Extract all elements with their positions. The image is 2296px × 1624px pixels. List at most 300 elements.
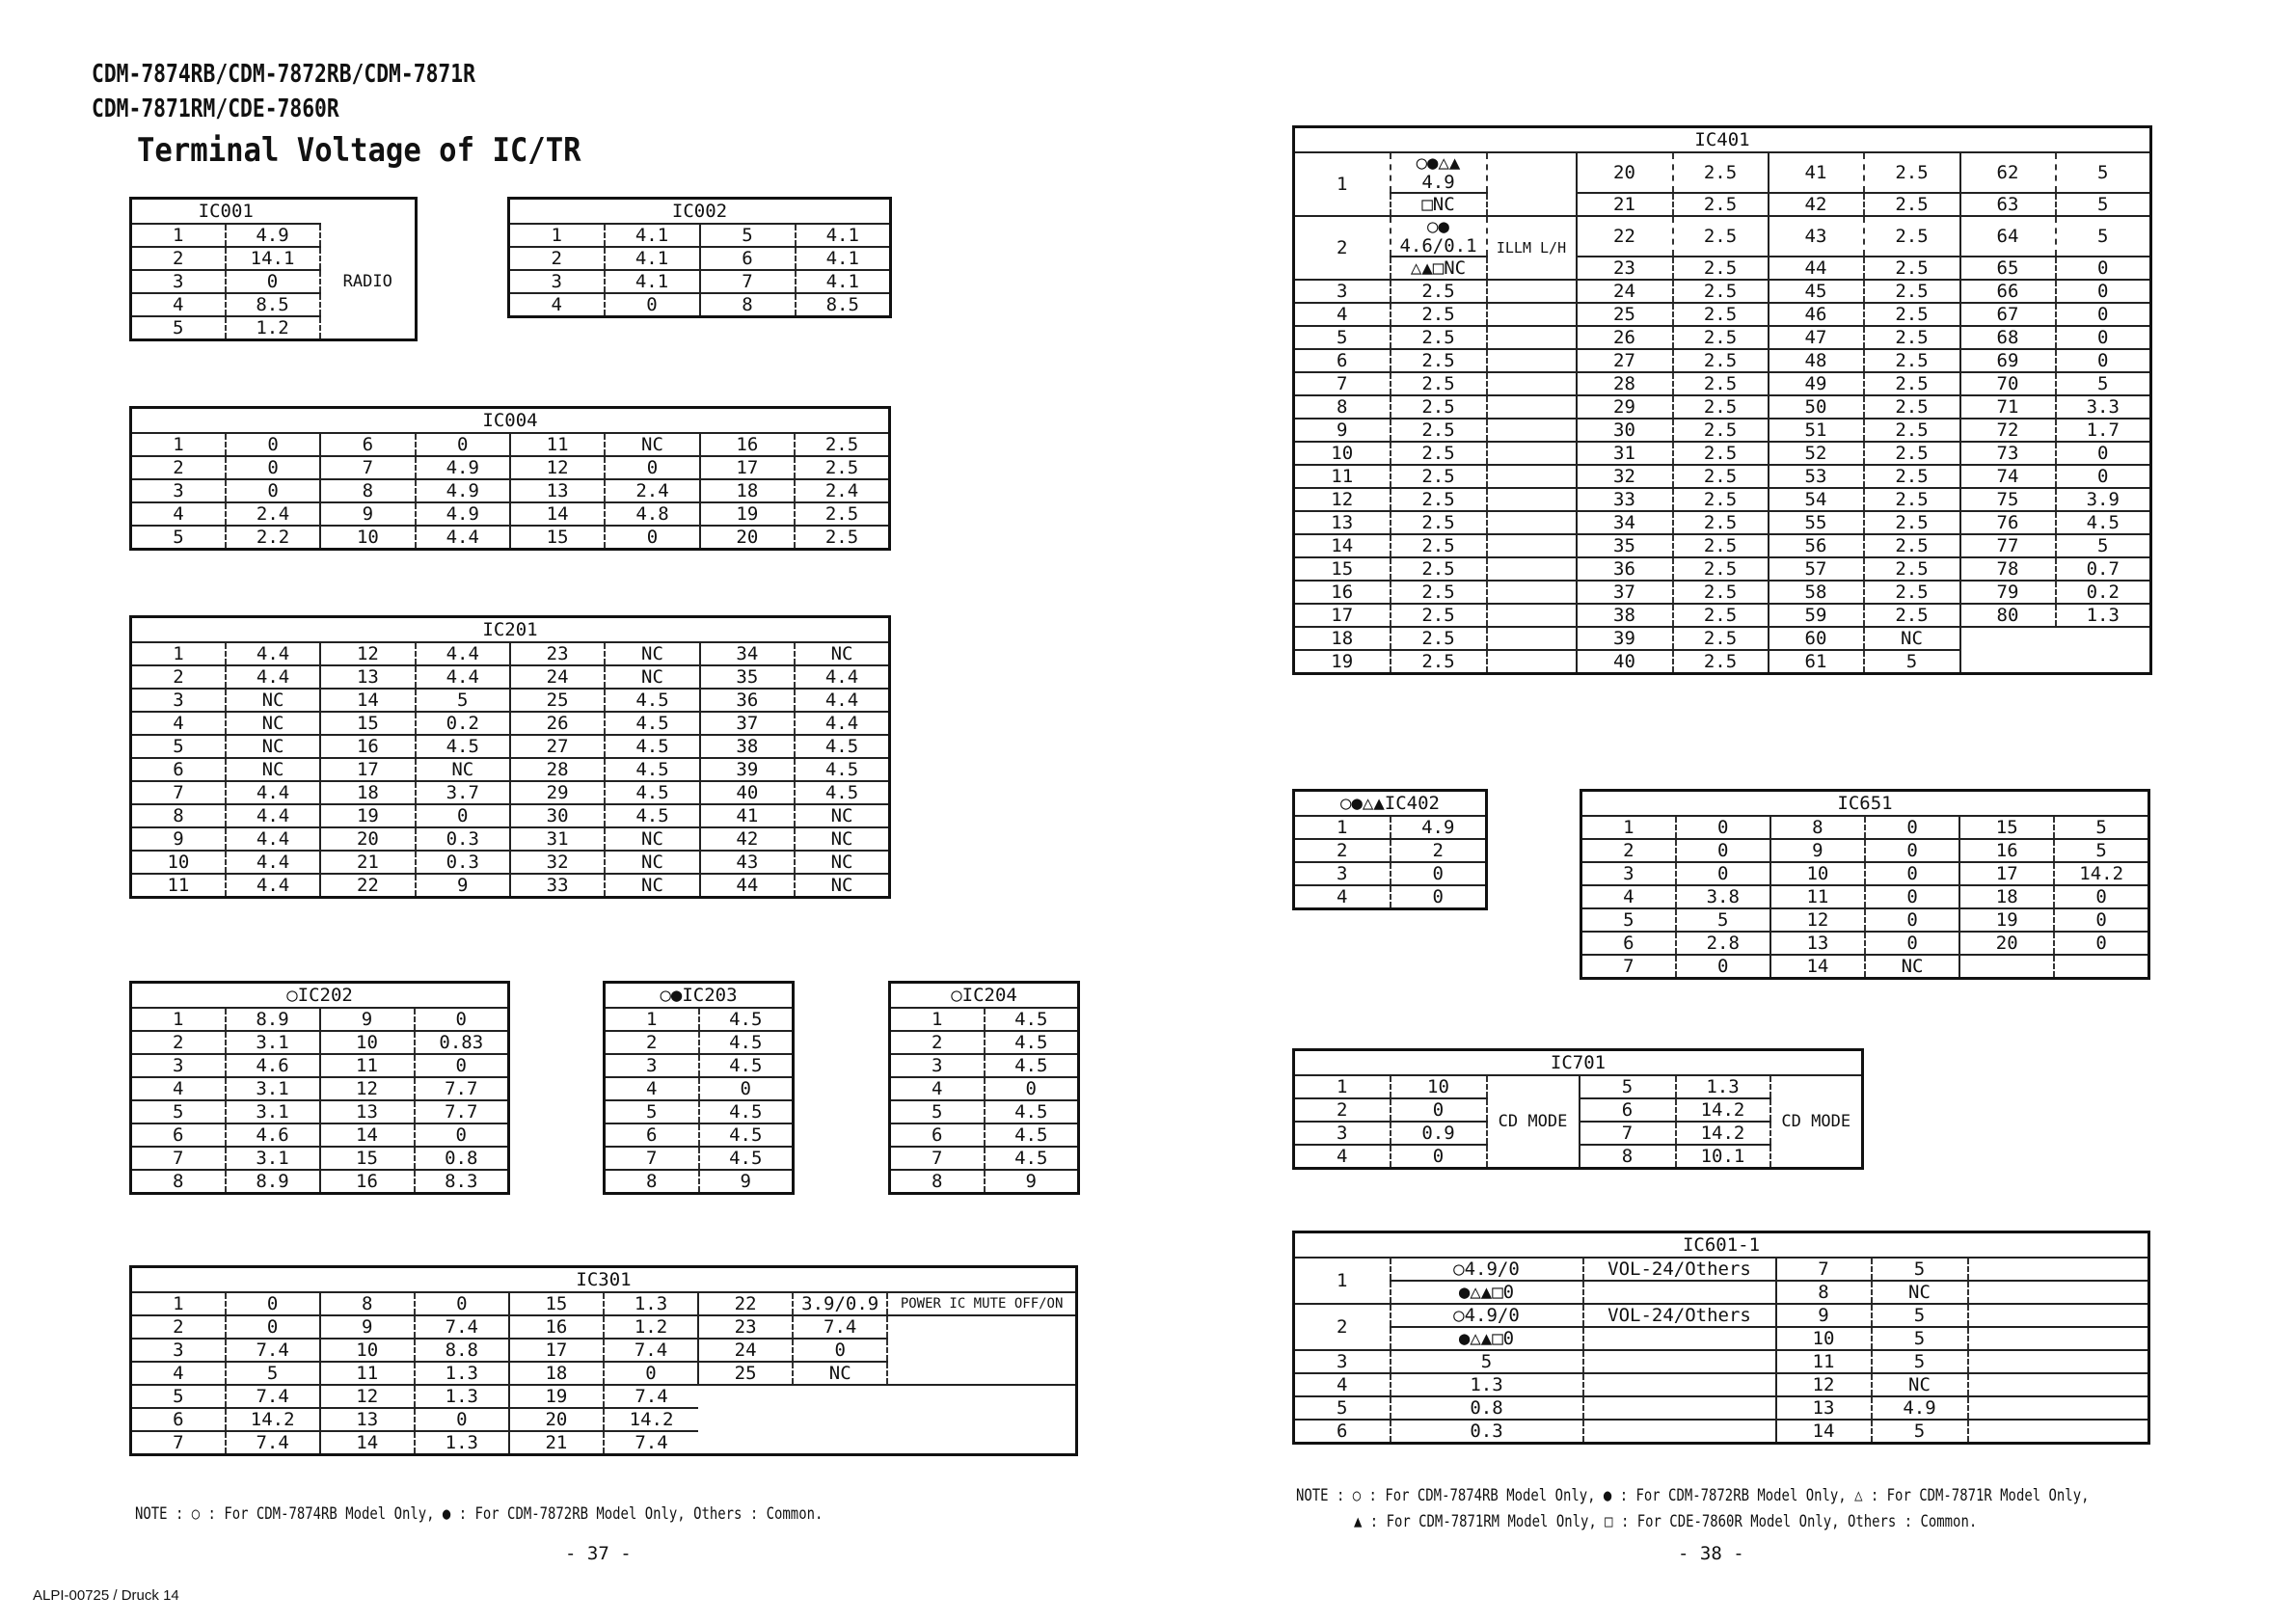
pin-number: 34 [1577,511,1673,534]
pin-number: 46 [1769,303,1864,326]
model-symbols: ○●△▲ [1416,152,1461,174]
voltage: 4.1 [796,247,891,270]
pin: 4 [509,293,605,317]
pin-number: 12 [1776,1373,1872,1396]
pin-number: 4 [890,1077,985,1100]
pin-number: 16 [1959,839,2054,862]
empty-cell [1487,326,1577,349]
pin-voltage: 2.5 [1673,465,1769,488]
table-row [131,735,890,758]
pin-number: 10 [320,526,415,550]
pin-number: 14 [1776,1420,1872,1444]
pin-number: 23 [698,1315,793,1339]
pin-voltage: 5 [2056,372,2151,395]
pin-voltage: NC [795,827,889,851]
pin-number: 9 [320,1008,415,1031]
pin-voltage: 5 [416,689,510,712]
pin-voltage: 1.3 [2056,604,2151,627]
empty-cell [698,1385,793,1408]
pin-voltage: 2.5 [1864,488,1960,511]
table-row [890,1077,1079,1100]
pin-voltage: 0 [1865,839,1959,862]
ic202-title: ○IC202 [131,983,509,1009]
ic651-table [1580,789,2150,980]
empty-cell [1487,511,1577,534]
pin-number: 4 [131,1077,226,1100]
pin-number: 2 [131,456,226,479]
pin-voltage: 5 [2056,152,2151,193]
pin: 4 [131,293,226,316]
pin-voltage: 3.3 [2056,395,2151,419]
pin-voltage: 5 [226,1362,320,1385]
empty-cell [1487,557,1577,581]
table-row [1294,488,2151,511]
pin-voltage: 0 [2054,885,2148,908]
voltage: 4.1 [605,270,700,293]
pin-voltage: 2.5 [1391,604,1487,627]
pin-number: 15 [1959,816,2054,839]
pin-number: 3 [131,1339,226,1362]
ic701-table [1292,1048,1864,1170]
empty-cell [2056,627,2151,650]
pin-voltage: 2.5 [1673,419,1769,442]
pin-number: 53 [1769,465,1864,488]
pin-number: 39 [1577,627,1673,650]
pin-voltage: 0 [2056,465,2151,488]
pin-voltage: 4.9 [1391,816,1487,839]
pin-voltage: 0.83 [415,1031,509,1054]
pin-voltage: 2.5 [1673,488,1769,511]
pin-voltage: 3.1 [226,1147,320,1170]
pin-number: 2 [605,1031,699,1054]
table-row [1294,1304,2149,1327]
pin-voltage: 4.5 [699,1123,794,1147]
pin-number: 44 [1769,257,1864,280]
table-row [131,1008,509,1031]
pin-number: 68 [1960,326,2056,349]
pin-voltage: 2.5 [1391,534,1487,557]
pin-number: 42 [700,827,795,851]
table-row [131,1077,509,1100]
table-row [1294,442,2151,465]
pin-number: 1 [890,1008,985,1031]
pin-number: 5 [890,1100,985,1123]
pin-number: 15 [320,1147,415,1170]
pin-number: 3 [131,689,226,712]
pin-voltage: 2.5 [1391,511,1487,534]
pin-number: 45 [1769,280,1864,303]
voltage: 14.1 [226,247,320,270]
ic651-body [1581,816,2149,979]
pin-number: 11 [1294,465,1391,488]
ic601-body [1294,1258,2149,1444]
pin-voltage: NC [605,874,699,898]
pin-voltage: 4.4 [795,689,889,712]
table-row [1294,193,2151,216]
pin-number: 31 [510,827,605,851]
pin-number: 73 [1960,442,2056,465]
empty-cell [1968,1281,2149,1304]
empty-cell [1968,1327,2149,1350]
voltage: 4.1 [605,224,700,247]
pin-voltage: 2.4 [795,479,889,502]
pin-number: 26 [510,712,605,735]
empty-cell [1487,349,1577,372]
pin-voltage: 5 [2054,816,2148,839]
pin-voltage: NC [226,689,320,712]
pin-voltage: 8.9 [226,1170,320,1194]
pin-voltage: 2.5 [795,433,889,456]
table-row [1581,885,2149,908]
table-row [1294,216,2151,257]
empty-cell [1487,152,1577,216]
pin-voltage: 4.5 [416,735,510,758]
pin-voltage: 7.7 [415,1077,509,1100]
pin-number: 3 [890,1054,985,1077]
pin-number: 14 [510,502,605,526]
pin-voltage: ○4.9/0 [1391,1258,1583,1281]
pin-number: 8 [131,804,226,827]
footer-doc-code: ALPI-00725 / Druck 14 [33,1587,179,1604]
table-row [1581,955,2149,979]
pin-voltage: 0 [793,1339,887,1362]
pin-voltage: NC [605,827,699,851]
pin-voltage: 0 [416,433,510,456]
empty-cell [698,1431,793,1455]
pin-number: 22 [1577,216,1673,257]
table-row [131,689,890,712]
voltage: 8.5 [796,293,891,317]
pin-voltage: 2.5 [1673,557,1769,581]
pin-voltage: 1.7 [2056,419,2151,442]
pin-number: 19 [509,1385,604,1408]
pin-voltage: 2.5 [1391,326,1487,349]
empty-cell [2056,650,2151,674]
pin-voltage: 5 [2056,534,2151,557]
pin-number: 52 [1769,442,1864,465]
ic201-table [129,615,891,899]
table-row [1294,349,2151,372]
pin-voltage: 5 [1872,1304,1968,1327]
pin-number: 29 [510,781,605,804]
pin-voltage: 2.4 [226,502,320,526]
ic301-table [129,1265,1078,1456]
table-row [1294,862,1487,885]
pin-voltage: 0 [1391,1098,1487,1122]
pin-voltage: 3.9 [2056,488,2151,511]
pin-voltage: 0.3 [1391,1420,1583,1444]
pin-voltage: 0.9 [1391,1122,1487,1145]
pin-voltage: 2.5 [1391,650,1487,674]
table-row [131,1123,509,1147]
pin-number: 10 [131,851,226,874]
pin-number: 24 [698,1339,793,1362]
pin-number: 19 [320,804,415,827]
pin-voltage: 8.8 [415,1339,509,1362]
empty-cell [1487,395,1577,419]
pin-voltage: 2.5 [1391,442,1487,465]
table-row [890,1031,1079,1054]
pin-number: 30 [510,804,605,827]
pin-voltage: 3.1 [226,1031,320,1054]
voltage: 4.1 [796,224,891,247]
pin-number: 16 [320,1170,415,1194]
pin-voltage: 0 [1865,932,1959,955]
pin-voltage: 0 [226,479,320,502]
pin-voltage: 0.8 [1391,1396,1583,1420]
pin: 1 [131,224,226,247]
pin-number: 1 [1294,816,1391,839]
pin-voltage: 2.4 [605,479,699,502]
table-row [131,1031,509,1054]
pin-voltage: 0 [1391,885,1487,909]
pin-voltage: 4.5 [985,1008,1079,1031]
pin-voltage: 7.4 [226,1431,320,1455]
pin-number: 25 [698,1362,793,1385]
pin-voltage: 2.5 [1673,581,1769,604]
pin: 5 [700,224,796,247]
pin-number: 36 [1577,557,1673,581]
empty-cell [1959,955,2054,979]
pin: 3 [509,270,605,293]
table-row [890,1100,1079,1123]
table-row [131,1100,509,1123]
pin-voltage: 0 [604,1362,698,1385]
pin-voltage: 4.8 [605,502,699,526]
pin-voltage: 2.5 [1864,193,1960,216]
illm-side-label: ILLM L/H [1487,216,1577,280]
pin-number: 33 [510,874,605,898]
pin-voltage: △▲□NC [1391,257,1487,280]
pin-number: 27 [1577,349,1673,372]
pin-number: 75 [1960,488,2056,511]
ic402-table [1292,789,1488,910]
pin-voltage: 0.2 [416,712,510,735]
table-row [1294,1258,2149,1281]
empty-cell [1583,1350,1776,1373]
pin-voltage: 4.9 [416,479,510,502]
ic301-body [131,1292,1077,1455]
pin-number: 7 [131,1431,226,1455]
pin-number: 13 [320,1408,415,1431]
pin-voltage: 0 [1391,1145,1487,1169]
pin-number: 12 [320,1385,415,1408]
voltage: 8.5 [226,293,320,316]
empty-cell [1487,604,1577,627]
pin-number: 6 [1294,1420,1391,1444]
table-row [131,758,890,781]
pin-number: 4 [1294,885,1391,909]
pin-number: 47 [1769,326,1864,349]
pin-number: 18 [1959,885,2054,908]
pin-voltage: 2.5 [1864,257,1960,280]
table-row [1294,395,2151,419]
pin-voltage: 3.9/0.9 [793,1292,887,1315]
empty-cell [1487,627,1577,650]
pin-voltage: 2.5 [1391,419,1487,442]
pin-number: 9 [1294,419,1391,442]
pin-voltage: 5 [1872,1420,1968,1444]
pin-number: 18 [1294,627,1391,650]
ic203-table [603,981,795,1195]
pin-voltage: NC [795,642,889,665]
note-left: NOTE : ○ : For CDM-7874RB Model Only, ● : For CDM-7872RB Model Only, Others : Common. [135,1504,824,1524]
pin-number: 37 [700,712,795,735]
pin-number: 16 [320,735,415,758]
pin-voltage: 4.5 [605,735,699,758]
pin-voltage: 4.5 [985,1031,1079,1054]
pin-voltage: 1.2 [604,1315,698,1339]
table-row [131,502,890,526]
pin-voltage: 4.5 [699,1031,794,1054]
pin-voltage: NC [1872,1373,1968,1396]
pin-number: 3 [131,1054,226,1077]
pin-voltage: NC [793,1362,887,1385]
pin-number: 16 [1294,581,1391,604]
pin-number: 11 [1776,1350,1872,1373]
pin-voltage: 8.3 [415,1170,509,1194]
ic202-table [129,981,510,1195]
pin-number: 23 [510,642,605,665]
pin-voltage: 2.5 [1391,465,1487,488]
pin-number: 65 [1960,257,2056,280]
pin-number: 51 [1769,419,1864,442]
cd-mode-label-right: CD MODE [1770,1075,1863,1169]
pin-number: 30 [1577,419,1673,442]
pin-number: 34 [700,642,795,665]
pin-number: 4 [1581,885,1676,908]
page-title: Terminal Voltage of IC/TR [137,131,581,170]
pin-voltage: 2.5 [1864,511,1960,534]
pin-number: 72 [1960,419,2056,442]
pin-number: 9 [320,1315,415,1339]
pin-number: 11 [131,874,226,898]
table-row [1581,862,2149,885]
pin-voltage: 4.5 [795,735,889,758]
pin-voltage: 3.8 [1676,885,1770,908]
pin-voltage: 2.5 [1673,372,1769,395]
table-row [605,1147,794,1170]
ic301-side-label: POWER IC MUTE OFF/ON [887,1292,1076,1315]
pin-voltage: 0 [226,456,320,479]
pin-number: 1 [1294,152,1391,216]
pin-voltage: 0 [605,526,699,550]
pin-voltage: 1.3 [1391,1373,1583,1396]
ic001-table [129,197,418,341]
pin-number: 7 [131,781,226,804]
pin-voltage: 2.8 [1676,932,1770,955]
pin-voltage: 4.5 [985,1100,1079,1123]
empty-cell [698,1408,793,1431]
pin-voltage: NC [605,851,699,874]
pin-voltage: 3.7 [416,781,510,804]
pin-voltage: 2.5 [1391,349,1487,372]
pin-number: 79 [1960,581,2056,604]
table-row [1581,839,2149,862]
pin: 2 [131,247,226,270]
pin-number: 8 [320,1292,415,1315]
pin-number: 23 [1577,257,1673,280]
table-row [1294,816,1487,839]
pin-number: 2 [131,1315,226,1339]
pin-number: 7 [131,1147,226,1170]
pin-number: 7 [1776,1258,1872,1281]
pin-number: 17 [1959,862,2054,885]
pin-number: 21 [1577,193,1673,216]
pin-number: 12 [1770,908,1865,932]
pin-number: 63 [1960,193,2056,216]
pin-voltage: 10 [1391,1075,1487,1098]
pin-voltage: 4.5 [985,1147,1079,1170]
pin-voltage: 14.2 [604,1408,698,1431]
pin-voltage: 0 [1865,816,1959,839]
pin-number: 6 [890,1123,985,1147]
table-row [1294,465,2151,488]
pin-voltage: 4.4 [226,781,320,804]
pin-voltage: 3.1 [226,1100,320,1123]
table-row [131,456,890,479]
model-list-line-2: CDM-7871RM/CDE-7860R [92,95,339,123]
note-right-2: ▲ : For CDM-7871RM Model Only, □ : For CDE-7860R Model Only, Others : Common. [1354,1512,1978,1531]
pin-voltage: 4.4 [795,712,889,735]
pin-number: 5 [605,1100,699,1123]
pin-number: 11 [320,1362,415,1385]
ic203-body [605,1008,794,1194]
pin-voltage: 2.5 [1673,627,1769,650]
pin-voltage: 4.5 [985,1123,1079,1147]
page-number-left: - 37 - [565,1543,632,1564]
empty-cell [1968,1304,2149,1327]
pin-number: 6 [1294,349,1391,372]
pin-number: 5 [1294,326,1391,349]
pin-number: 4 [1294,303,1391,326]
pin-number: 20 [509,1408,604,1431]
ic001-side-label: RADIO [320,224,417,340]
pin-voltage-cell [1391,216,1487,257]
pin-voltage: 2.5 [1864,604,1960,627]
note-right-1: NOTE : ○ : For CDM-7874RB Model Only, ● : For CDM-7872RB Model Only, △ : For CDM-7871R Model Only, [1296,1486,2090,1505]
pin-voltage: 3.1 [226,1077,320,1100]
table-row [1294,885,1487,909]
ic001-title: IC001 [131,199,320,225]
ic402-title: ○●△▲IC402 [1294,791,1487,817]
table-row [131,1054,509,1077]
table-row [605,1123,794,1147]
pin-voltage: 4.9 [416,502,510,526]
pin-number: 19 [700,502,795,526]
pin-voltage: 2.5 [1864,303,1960,326]
pin-number: 10 [320,1339,415,1362]
pin-number: 3 [1294,280,1391,303]
pin-voltage: 2.5 [1673,349,1769,372]
pin-voltage: 4.5 [985,1054,1079,1077]
pin-voltage: 5 [1872,1258,1968,1281]
table-row [1294,839,1487,862]
pin-voltage: ●△▲□0 [1391,1327,1583,1350]
pin-number: 8 [131,1170,226,1194]
pin-number: 8 [890,1170,985,1194]
pin-voltage: 0 [415,1292,509,1315]
pin-number: 14 [320,1431,415,1455]
pin-voltage: 2.5 [1391,303,1487,326]
pin-number: 1 [131,642,226,665]
pin-number: 2 [1294,1098,1391,1122]
pin-number: 43 [700,851,795,874]
table-row [890,1147,1079,1170]
pin-voltage: NC [1865,955,1959,979]
pin-number: 17 [1294,604,1391,627]
pin-number: 7 [890,1147,985,1170]
